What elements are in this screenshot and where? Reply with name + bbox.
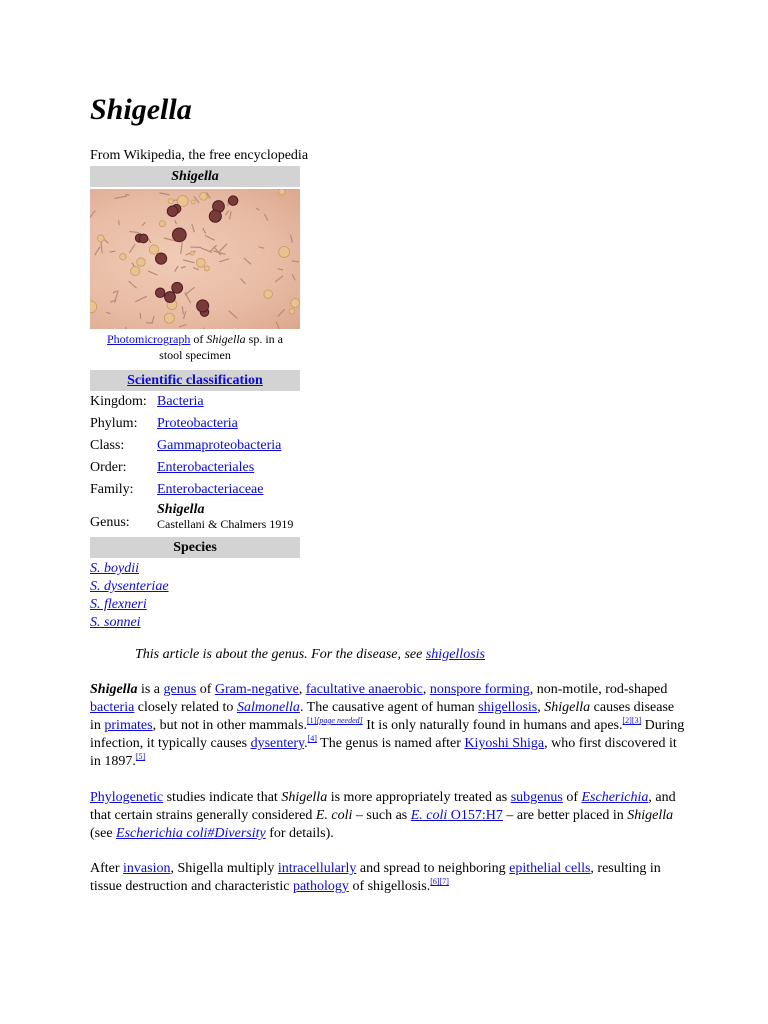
taxon-label: Kingdom: [90, 394, 147, 409]
stained-cell [165, 292, 176, 303]
cell-body [137, 258, 146, 267]
italic-shigella: Shigella [281, 790, 328, 805]
bacillus-rod [152, 316, 154, 323]
species-link-sonnei[interactable]: S. sonnei [90, 615, 141, 630]
cell-body [191, 200, 195, 204]
species-list [90, 560, 300, 632]
cell-body [279, 247, 290, 258]
text: , and that certain strains generally considered [90, 790, 676, 823]
bacillus-rod [219, 244, 227, 252]
text: , but not in other mammals. [152, 718, 307, 733]
photomicrograph-image[interactable] [90, 189, 300, 329]
taxon-link-bacteria[interactable]: Bacteria [157, 394, 204, 409]
bacillus-rod [135, 296, 146, 301]
bacillus-rod [101, 241, 102, 254]
paragraph-pathogenesis [90, 860, 685, 896]
taxon-row-family [90, 479, 300, 501]
stained-cell [228, 196, 237, 205]
caption-link-photomicrograph[interactable]: Photomicrograph [107, 332, 191, 346]
bacillus-rod [115, 196, 127, 198]
bacillus-rod [229, 311, 238, 319]
text: of [562, 790, 582, 805]
stained-cell [155, 253, 166, 264]
classification-header [90, 370, 300, 391]
bacillus-rod [205, 235, 215, 240]
link-ecoli-o157[interactable] [411, 808, 503, 823]
text: and spread to neighboring [356, 861, 510, 876]
cell-body [159, 221, 165, 227]
text: , non-motile, rod-shaped [529, 682, 668, 697]
bacillus-rod [148, 271, 158, 275]
cell-body [149, 245, 158, 254]
taxon-row-kingdom [90, 391, 300, 413]
bacillus-rod [291, 234, 293, 242]
bacillus-rod [142, 222, 146, 226]
bacillus-rod [181, 242, 183, 254]
bacillus-rod [275, 276, 283, 282]
stained-cell [139, 234, 148, 243]
cell-body [289, 309, 294, 314]
italic-salmonella: Salmonella [236, 700, 300, 715]
infobox-header: Shigella [90, 166, 300, 187]
bacillus-rod [179, 324, 186, 327]
taxon-label: Genus: [90, 515, 130, 530]
bacillus-rod [241, 278, 246, 283]
cell-body [190, 251, 194, 255]
taxon-row-class [90, 435, 300, 457]
micrograph-cells [90, 189, 300, 329]
hatnote-link-shigellosis[interactable]: shigellosis [425, 647, 485, 662]
bacillus-rod [181, 266, 186, 268]
bacillus-rod [110, 251, 116, 252]
bacillus-rod [132, 263, 134, 267]
italic-ecoli-link: E. coli [410, 808, 448, 823]
stained-cell [197, 300, 209, 312]
ref-link-4[interactable]: [4] [307, 734, 317, 743]
ref-link-3[interactable]: [3] [631, 716, 642, 725]
caption-text: of [190, 332, 207, 346]
citation-4 [308, 734, 317, 743]
bacillus-rod [203, 228, 206, 233]
page-needed-link[interactable]: [page needed] [316, 716, 363, 725]
bacillus-rod [129, 244, 135, 253]
text: causes disease in [90, 700, 675, 733]
text: (see [90, 826, 117, 841]
link-epithelial-cells[interactable]: epithelial cells [509, 861, 591, 876]
infobox [90, 166, 300, 632]
link-subgenus[interactable]: subgenus [510, 790, 563, 805]
bacillus-rod [256, 208, 259, 210]
taxon-label: Family: [90, 482, 134, 497]
taxon-link-gammaproteobacteria[interactable]: Gammaproteobacteria [157, 438, 282, 453]
bacillus-rod [184, 311, 186, 319]
text: – are better placed in [502, 808, 628, 823]
link-escherichia[interactable] [581, 790, 648, 805]
citation-6-7 [430, 877, 449, 886]
caption-text-end: sp. in a stool specimen [159, 332, 283, 362]
o157-text: O157:H7 [447, 808, 503, 823]
link-bacteria[interactable]: bacteria [90, 700, 135, 715]
bacillus-rod [225, 211, 228, 216]
link-pathology[interactable]: pathology [292, 879, 349, 894]
ref-link-1[interactable]: [1] [306, 716, 317, 725]
cell-body [200, 193, 208, 201]
taxon-row-order [90, 457, 300, 479]
text: The genus is named after [316, 736, 465, 751]
link-nonspore-forming[interactable]: nonspore forming [429, 682, 530, 697]
text: , Shigella multiply [170, 861, 278, 876]
link-salmonella[interactable] [237, 700, 300, 715]
link-gram-negative[interactable]: Gram-negative [214, 682, 299, 697]
link-ecoli-diversity[interactable] [116, 826, 266, 841]
text: , who first discovered it in 1897. [90, 736, 677, 769]
genus-name: Shigella [157, 502, 205, 517]
bacillus-rod [185, 287, 195, 295]
caption-italic: Shigella [206, 332, 246, 346]
bacillus-rod [175, 266, 178, 272]
cell-body [196, 258, 205, 267]
bacillus-rod [126, 327, 127, 329]
genus-value [157, 502, 293, 531]
italic-ecoli: E. coli [315, 808, 353, 823]
italic-shigella: Shigella [544, 700, 591, 715]
taxon-link-enterobacteriales[interactable]: Enterobacteriales [157, 460, 255, 475]
text: closely related to [134, 700, 237, 715]
bacillus-rod [159, 193, 169, 195]
cell-body [131, 266, 140, 275]
citation-1 [307, 716, 363, 725]
stained-cell [209, 210, 221, 222]
text: It is only naturally found in humans and apes. [362, 718, 623, 733]
text: , [422, 682, 430, 697]
bacillus-rod [259, 247, 265, 249]
page-title: Shigella [90, 93, 192, 126]
taxon-row-genus [90, 502, 300, 531]
link-intracellularly[interactable]: intracellularly [277, 861, 357, 876]
text: is a [137, 682, 164, 697]
bacillus-rod [90, 211, 95, 219]
image-caption [90, 331, 300, 363]
taxon-label: Order: [90, 460, 127, 475]
link-kiyoshi-shiga[interactable]: Kiyoshi Shiga [464, 736, 545, 751]
bacillus-rod [125, 194, 129, 195]
link-facultative-anaerobic[interactable]: facultative anaerobic [305, 682, 423, 697]
species-link-boydii[interactable]: S. boydii [90, 561, 139, 576]
tagline: From Wikipedia, the free encyclopedia [90, 148, 309, 163]
link-dysentery[interactable]: dysentery [250, 736, 305, 751]
cell-body [97, 235, 104, 242]
taxon-link-enterobacteriaceae[interactable]: Enterobacteriaceae [157, 482, 264, 497]
stained-cell [172, 282, 183, 293]
text: After [90, 861, 124, 876]
text: , [537, 700, 545, 715]
bacillus-rod [148, 238, 151, 243]
bacillus-rod [278, 269, 283, 270]
bacillus-rod [219, 259, 229, 262]
text: , [298, 682, 306, 697]
cell-body [264, 290, 273, 299]
bacillus-rod [129, 281, 137, 288]
bacillus-rod [119, 220, 120, 225]
link-genus[interactable]: genus [163, 682, 197, 697]
bacillus-rod [95, 247, 100, 255]
cell-body [204, 266, 209, 271]
cell-body [168, 199, 173, 204]
bacillus-rod [140, 313, 141, 319]
genus-authority: Castellani & Chalmers 1919 [157, 517, 294, 531]
bacillus-rod [175, 220, 176, 224]
bacillus-rod [183, 260, 195, 263]
italic-shigella: Shigella [627, 808, 674, 823]
bacillus-rod [291, 261, 298, 262]
bacillus-rod [193, 268, 199, 270]
link-primates[interactable]: primates [104, 718, 153, 733]
scientific-classification-link[interactable]: Scientific classification [127, 373, 263, 388]
taxon-label: Class: [90, 438, 125, 453]
ref-link-5[interactable]: [5] [135, 752, 146, 761]
text: During infection, it typically causes [90, 718, 685, 751]
cell-body [120, 253, 126, 259]
text: of [196, 682, 215, 697]
cell-body [164, 313, 174, 323]
paragraph-phylogenetics [90, 789, 685, 843]
link-shigellosis[interactable]: shigellosis [478, 700, 538, 715]
text: – such as [352, 808, 411, 823]
text: , resulting in tissue destruction and characteristic [90, 861, 661, 894]
ref-link-7[interactable]: [7] [439, 877, 449, 886]
link-phylogenetic[interactable]: Phylogenetic [90, 790, 164, 805]
stained-cell [155, 288, 165, 298]
bacillus-rod [182, 306, 183, 314]
link-invasion[interactable]: invasion [123, 861, 171, 876]
bacillus-rod [192, 224, 195, 232]
italic-escherichia: Escherichia [581, 790, 649, 805]
text: of shigellosis. [348, 879, 431, 894]
cell-body [279, 189, 285, 195]
hatnote [135, 646, 485, 664]
cell-body [291, 299, 300, 308]
italic-diversity: Escherichia coli#Diversity [116, 826, 266, 841]
taxon-label: Phylum: [90, 416, 138, 431]
ref-link-6[interactable]: [6] [430, 877, 440, 886]
taxon-link-proteobacteria[interactable]: Proteobacteria [157, 416, 238, 431]
taxon-row-phylum [90, 413, 300, 435]
text: . The causative agent of human [299, 700, 479, 715]
species-link-flexneri[interactable]: S. flexneri [90, 597, 147, 612]
citation-5 [136, 752, 145, 761]
citation-2-3 [622, 716, 641, 725]
bacillus-rod [230, 211, 232, 219]
text: studies indicate that [163, 790, 282, 805]
species-header: Species [90, 537, 300, 558]
text: . [304, 736, 308, 751]
species-link-dysenteriae[interactable]: S. dysenteriae [90, 579, 169, 594]
bacillus-rod [276, 322, 281, 329]
ref-link-2[interactable]: [2] [622, 716, 632, 725]
bacillus-rod [106, 312, 110, 313]
bacillus-rod [292, 274, 296, 280]
stained-cell [167, 206, 177, 216]
bacillus-rod [129, 232, 138, 233]
bacillus-rod [200, 328, 205, 329]
bold-shigella: Shigella [90, 682, 138, 697]
bacillus-rod [113, 291, 117, 293]
bacillus-rod [278, 309, 285, 316]
bacillus-rod [244, 258, 251, 264]
stained-cell [172, 228, 186, 242]
text: for details). [265, 826, 334, 841]
text: is more appropriately treated as [327, 790, 511, 805]
paragraph-intro [90, 681, 685, 771]
cell-body [90, 301, 97, 313]
hatnote-text: This article is about the genus. For the disease, see [135, 647, 426, 662]
bacillus-rod [264, 214, 268, 221]
